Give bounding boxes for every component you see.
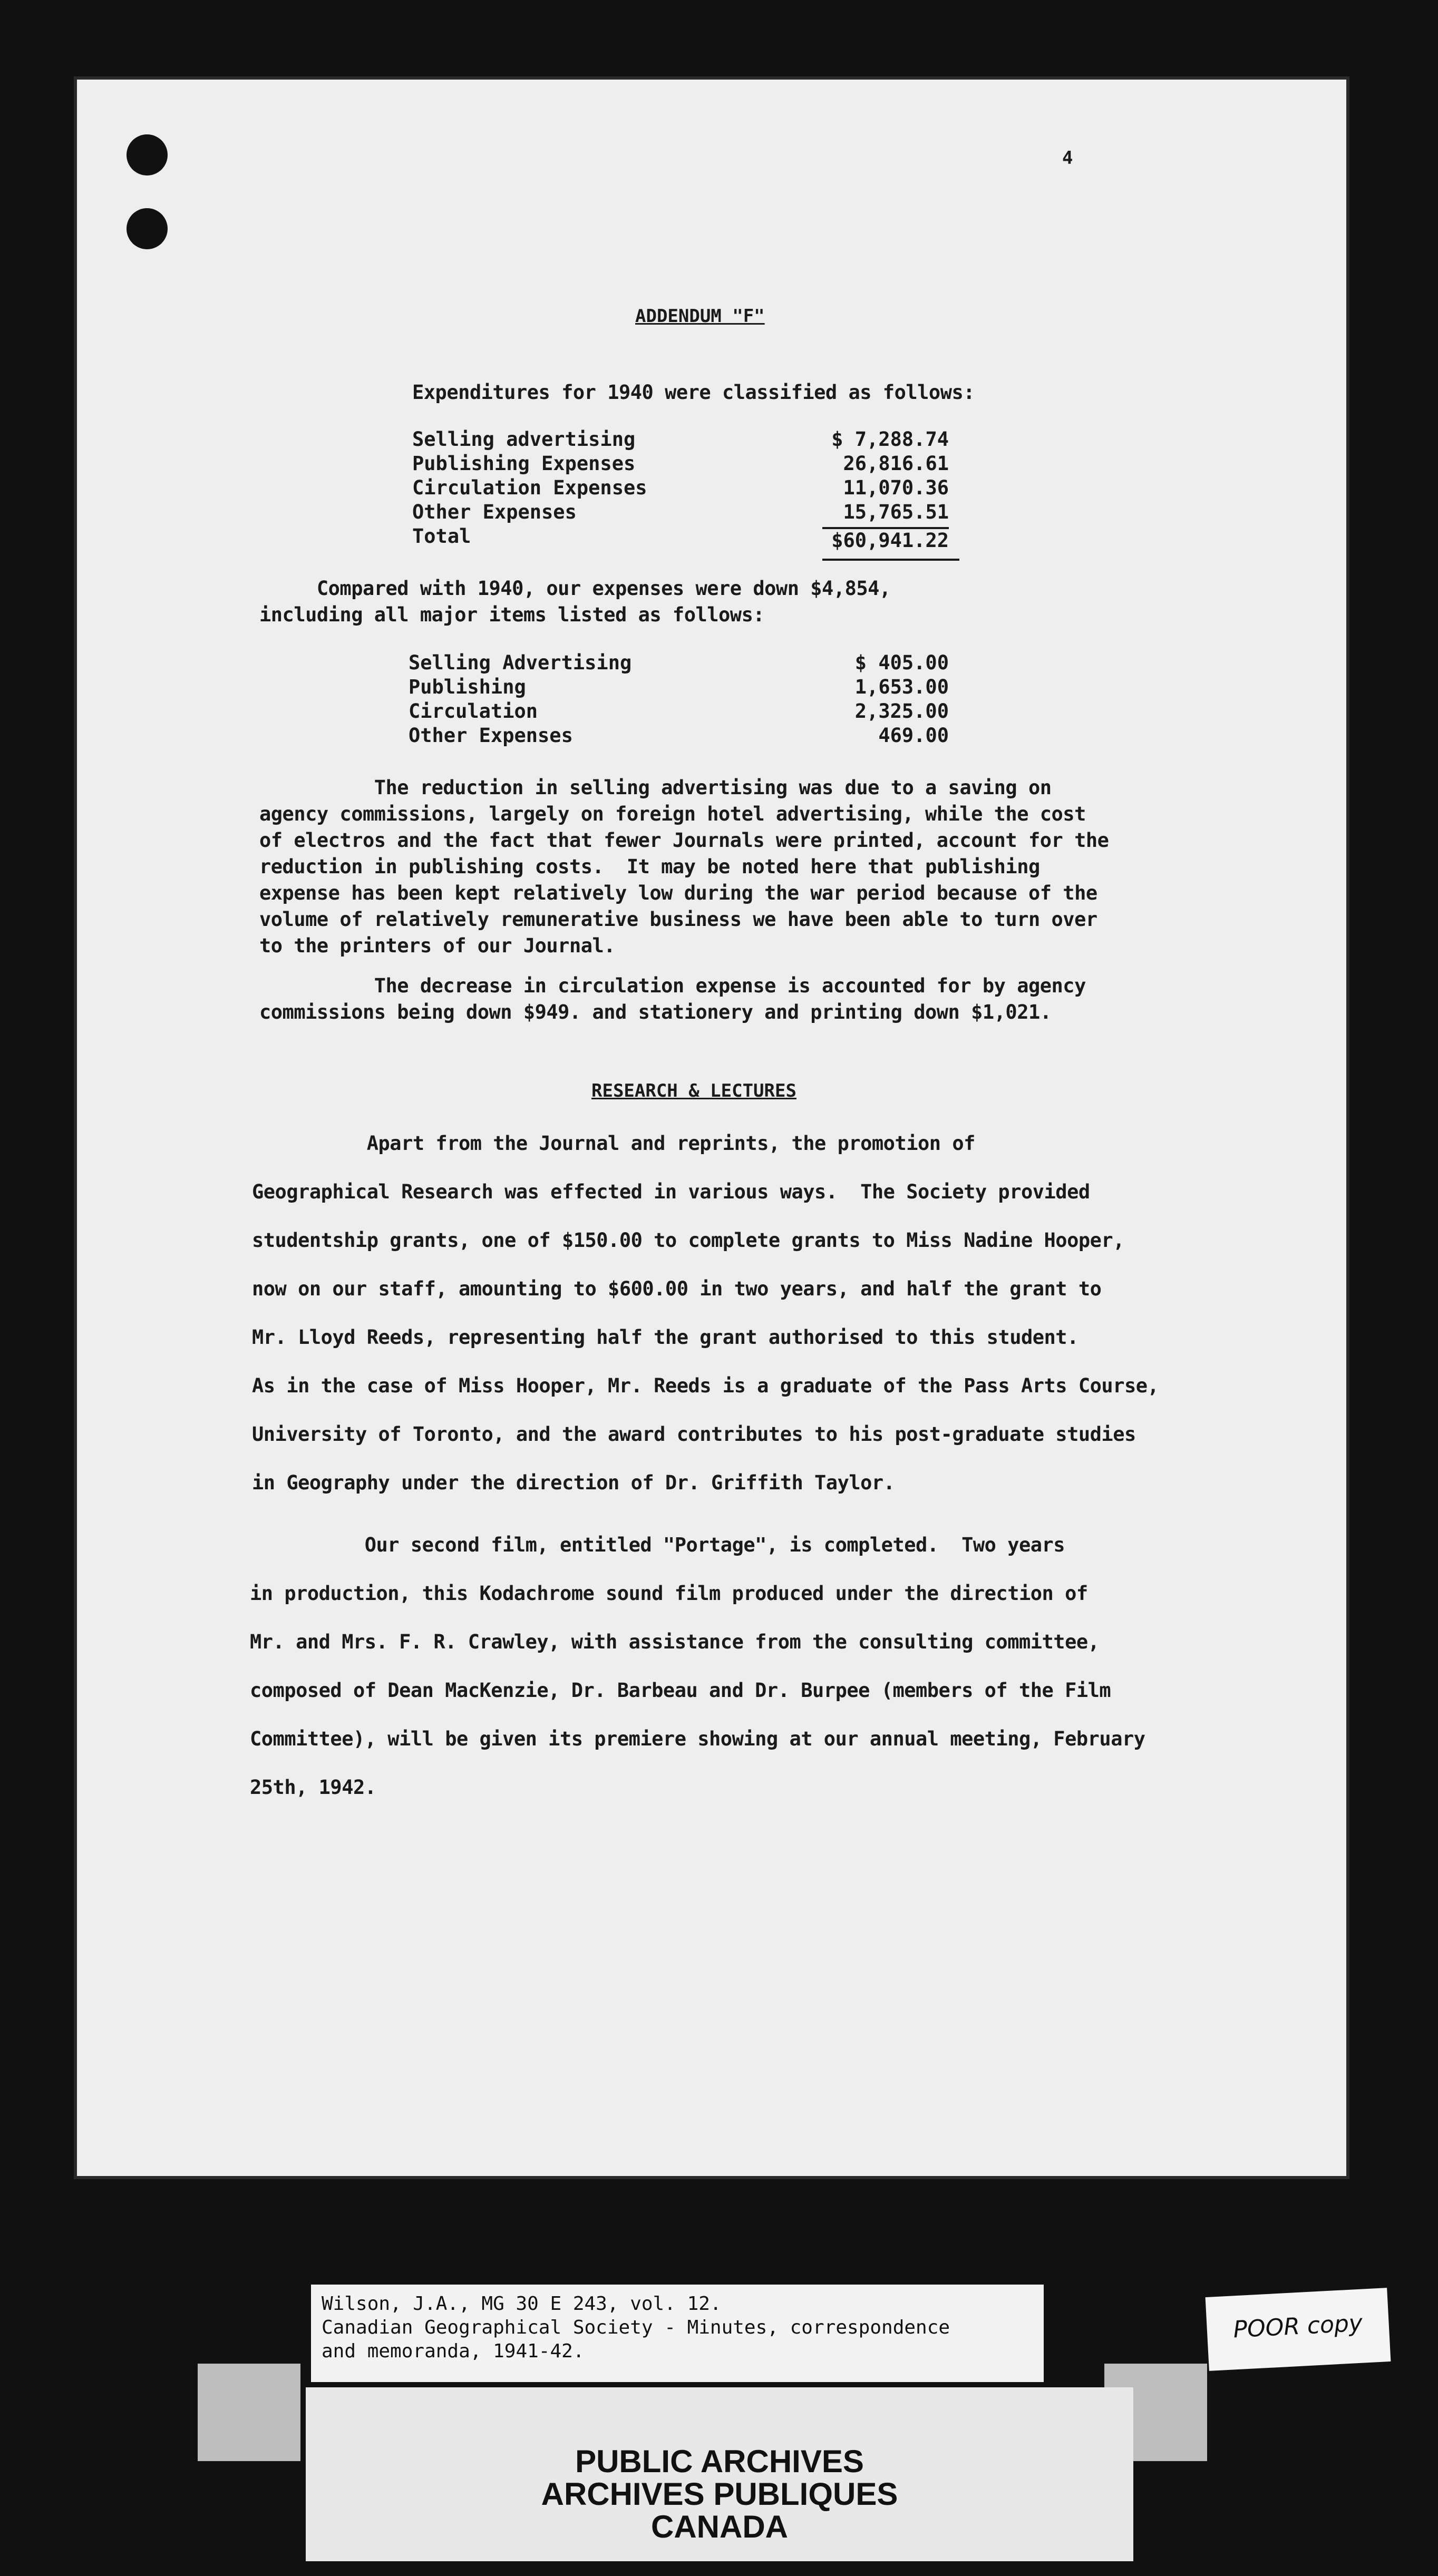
reduction-label: Circulation <box>409 700 538 723</box>
reduction-amount: 1,653.00 <box>854 676 949 698</box>
comparison-text: Compared with 1940, our expenses were down $4,854, including all major items listed as follows: <box>259 577 891 626</box>
expense-total-label: Total <box>412 525 471 548</box>
public-archives-stamp <box>306 2387 1133 2561</box>
expense-amount: 26,816.61 <box>843 452 949 475</box>
expense-total-amount: $60,941.22 <box>831 529 949 552</box>
stamp-line: CANADA <box>651 2509 788 2544</box>
research-heading: RESEARCH & LECTURES <box>591 1080 796 1101</box>
poor-copy-note: POOR copy <box>1206 2288 1391 2371</box>
archive-reference-label <box>311 2285 1044 2382</box>
research-paragraph: Apart from the Journal and reprints, the promotion of Geographical Research was effected in various ways. The Society provided studentship grants, one of $150.00 to complete grants to Miss Nadine Hooper, now on our staff, amounting to $600.00 in two years, and half the grant to Mr. Lloyd Reeds, representing half the grant authorised to this student. As in the case of Miss Hooper, Mr. Reeds is a graduate of the Pass Arts Course, University of Toronto, and the award contributes to his post-graduate studies in Geography under the direction of Dr. Griffith Taylor. <box>252 1132 1159 1494</box>
stamp-line: PUBLIC ARCHIVES <box>575 2444 864 2479</box>
stamp-line: ARCHIVES PUBLIQUES <box>541 2476 898 2512</box>
circulation-explanation: The decrease in circulation expense is accounted for by agency commissions being down $949. and stationery and printing down $1,021. <box>259 974 1086 1023</box>
expense-amount: 15,765.51 <box>843 501 949 523</box>
expense-amount: $ 7,288.74 <box>831 428 949 451</box>
expense-label: Publishing Expenses <box>412 452 636 475</box>
reduction-amount: 469.00 <box>878 724 949 747</box>
archive-label-line: Canadian Geographical Society - Minutes, correspondence <box>322 2317 950 2338</box>
total-rule <box>822 559 959 561</box>
reduction-label: Other Expenses <box>409 724 573 747</box>
reduction-amount: 2,325.00 <box>854 700 949 723</box>
page-number: 4 <box>1062 148 1073 169</box>
punch-hole-bottom <box>127 208 168 249</box>
reduction-label: Publishing <box>409 676 526 698</box>
reduction-amount: $ 405.00 <box>854 651 949 674</box>
reduction-explanation: The reduction in selling advertising was due to a saving on agency commissions, largely on foreign hotel advertising, while the cost of electros and the fact that fewer Journals were printed, account for the reduction in publishing costs. It may be noted here that publishing expense has been kept relatively low during the war period because of the volume of relatively remunerative business we have been able to turn over to the printers of our Journal. <box>259 776 1109 957</box>
card-holder-left <box>198 2364 300 2461</box>
expenditures-intro: Expenditures for 1940 were classified as follows: <box>412 381 975 404</box>
archive-label-line: and memoranda, 1941-42. <box>322 2340 585 2362</box>
archive-label-line: Wilson, J.A., MG 30 E 243, vol. 12. <box>322 2293 722 2315</box>
reduction-label: Selling Advertising <box>409 651 632 674</box>
expense-label: Other Expenses <box>412 501 577 523</box>
addendum-heading: ADDENDUM "F" <box>635 306 765 327</box>
expense-label: Circulation Expenses <box>412 476 647 499</box>
expense-label: Selling advertising <box>412 428 636 451</box>
expense-amount: 11,070.36 <box>843 476 949 499</box>
punch-hole-top <box>127 134 168 175</box>
film-paragraph: Our second film, entitled "Portage", is completed. Two years in production, this Kodachrome sound film produced under the direction of Mr. and Mrs. F. R. Crawley, with assistance from the consulting committee, composed of Dean MacKenzie, Dr. Barbeau and Dr. Burpee (members of the Film Committee), will be given its premiere showing at our annual meeting, February 25th, 1942. <box>250 1534 1145 1799</box>
